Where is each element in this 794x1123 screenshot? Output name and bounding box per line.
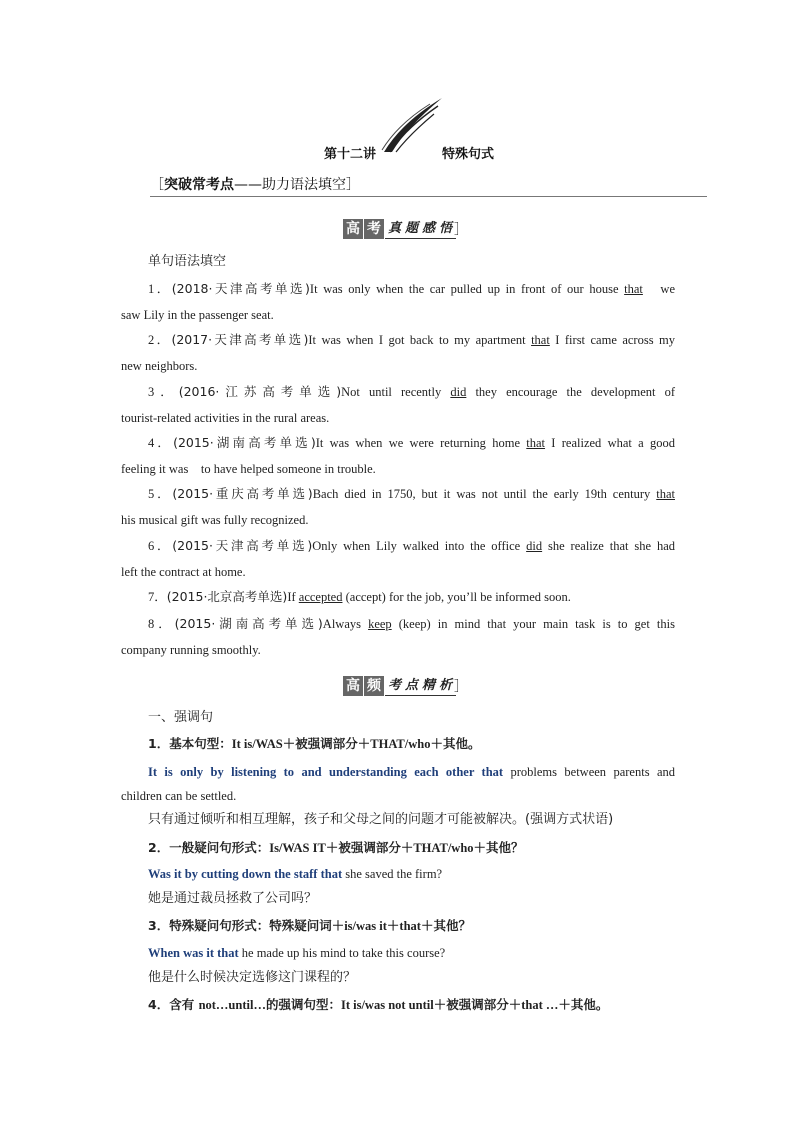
question-8: 8．(2015·湖南高考单选)Always keep (keep) in mind that your main task is to get this (148, 616, 675, 631)
lecture-number: 第十二讲 (324, 147, 377, 162)
point-1-title: 1．基本句型：It is/WAS＋被强调部分＋THAT/who＋其他。 (148, 736, 481, 751)
lecture-name: 特殊句式 (442, 147, 495, 162)
practice-heading: 单句语法填空 (148, 254, 227, 269)
question-7: 7．(2015·北京高考单选)If accepted (accept) for the job, you’ll be informed soon. (148, 589, 571, 604)
section-heading: ［突破常考点——助力语法填空］ (150, 177, 360, 193)
point-3-example: When was it that he made up his mind to take this course? (148, 946, 446, 960)
answer: did (450, 385, 467, 399)
point-3-title: 3．特殊疑问句形式：特殊疑问词＋is/was it＋that＋其他？ (148, 918, 471, 933)
emphasis-heading: 一、强调句 (148, 710, 214, 725)
point-2-title: 2．一般疑问句形式：Is/WAS IT＋被强调部分＋THAT/who＋其他？ (148, 840, 524, 855)
answer: that (656, 487, 675, 501)
question-4: 4．(2015·湖南高考单选)It was when we were returning home that I realized what a good (148, 435, 675, 450)
point-2-example: Was it by cutting down the staff that she saved the firm? (148, 867, 443, 881)
question-1: 1．(2018·天津高考单选)It was only when the car pulled up in front of our house that we (148, 281, 675, 296)
document-page: 第十二讲 特殊句式 ［突破常考点——助力语法填空］ 高 考 真题感悟 ］ 单句语法填空 1．(2018·天津高考单选)It was only when the car pulled up in front of our house that we saw Lily in the passenger seat. 2．(2017·天津高考单选)It was when I got back to my apartment that I first came across my new neighbors. 3．(2016·江苏高考单选)Not until recently did they encourage the development of tourist-related activities in the rural areas. 4．(2015·湖南高考单选)It was when we were returning home that I realized what a good feeling it was to have helped someone in trouble. 5．(2015·重庆高考单选)Bach died in 1750, but it was not until the early 19th century that his musical gift was fully recognized. 6．(2015·天津高考单选)Only when Lily walked into the office did she realize that she had left the contract at home. 7．(2015·北京高考单选)If accepted (accept) for the job, you’ll be informed soon. 8．(2015·湖南高考单选)Always keep (keep) in mind that your main task is to get this company running smoothly. 高 频 考点精析 ］ 一、强调句 1．基本句型：It is/WAS＋被强调部分＋THAT/who＋其他。 It is only by listening to and understanding each other that problems between parents and children can be settled. 只有通过倾听和相互理解，孩子和父母之间的问题才可能被解决。(强调方式状语) 2．一般疑问句形式：Is/WAS IT＋被强调部分＋THAT/who＋其他？ Was it by cutting down the staff that she saved the firm? 她是通过裁员拯救了公司吗？ 3．特殊疑问句形式：特殊疑问词＋is/was it＋that＋其他？ When was it that he made up his mind to take this course? 他是什么时候决定选修这门课程的？ 4．含有 not…until…的强调句型：It is/was not until＋被强调部分＋that …＋其他。 (0, 0, 794, 1123)
question-6: 6．(2015·天津高考单选)Only when Lily walked into the office did she realize that she had (148, 538, 675, 553)
section-divider (150, 196, 707, 197)
answer: that (624, 282, 643, 296)
swoosh-decoration (380, 96, 444, 154)
point-4-title: 4．含有 not…until…的强调句型：It is/was not until＋被强调部分＋that …＋其他。 (148, 997, 609, 1012)
answer: that (526, 436, 546, 450)
banner-key-points: 高 频 考点精析 ］ (343, 675, 468, 697)
question-5: 5．(2015·重庆高考单选)Bach died in 1750, but it was not until the early 19th century that (148, 486, 675, 501)
point-3-translation: 他是什么时候决定选修这门课程的？ (148, 970, 357, 985)
point-1-translation: 只有通过倾听和相互理解，孩子和父母之间的问题才可能被解决。(强调方式状语) (148, 812, 614, 827)
answer: keep (368, 617, 392, 631)
question-2: 2．(2017·天津高考单选)It was when I got back to my apartment that I first came across my (148, 332, 675, 347)
banner-real-exam: 高 考 真题感悟 ］ (343, 218, 468, 240)
answer: that (531, 333, 550, 347)
point-2-translation: 她是通过裁员拯救了公司吗？ (148, 891, 318, 906)
point-1-example: It is only by listening to and understanding each other that problems between parents and (148, 765, 676, 779)
question-3: 3．(2016·江苏高考单选)Not until recently did they encourage the development of (148, 384, 676, 399)
answer: did (526, 539, 543, 553)
answer: accepted (298, 590, 343, 604)
